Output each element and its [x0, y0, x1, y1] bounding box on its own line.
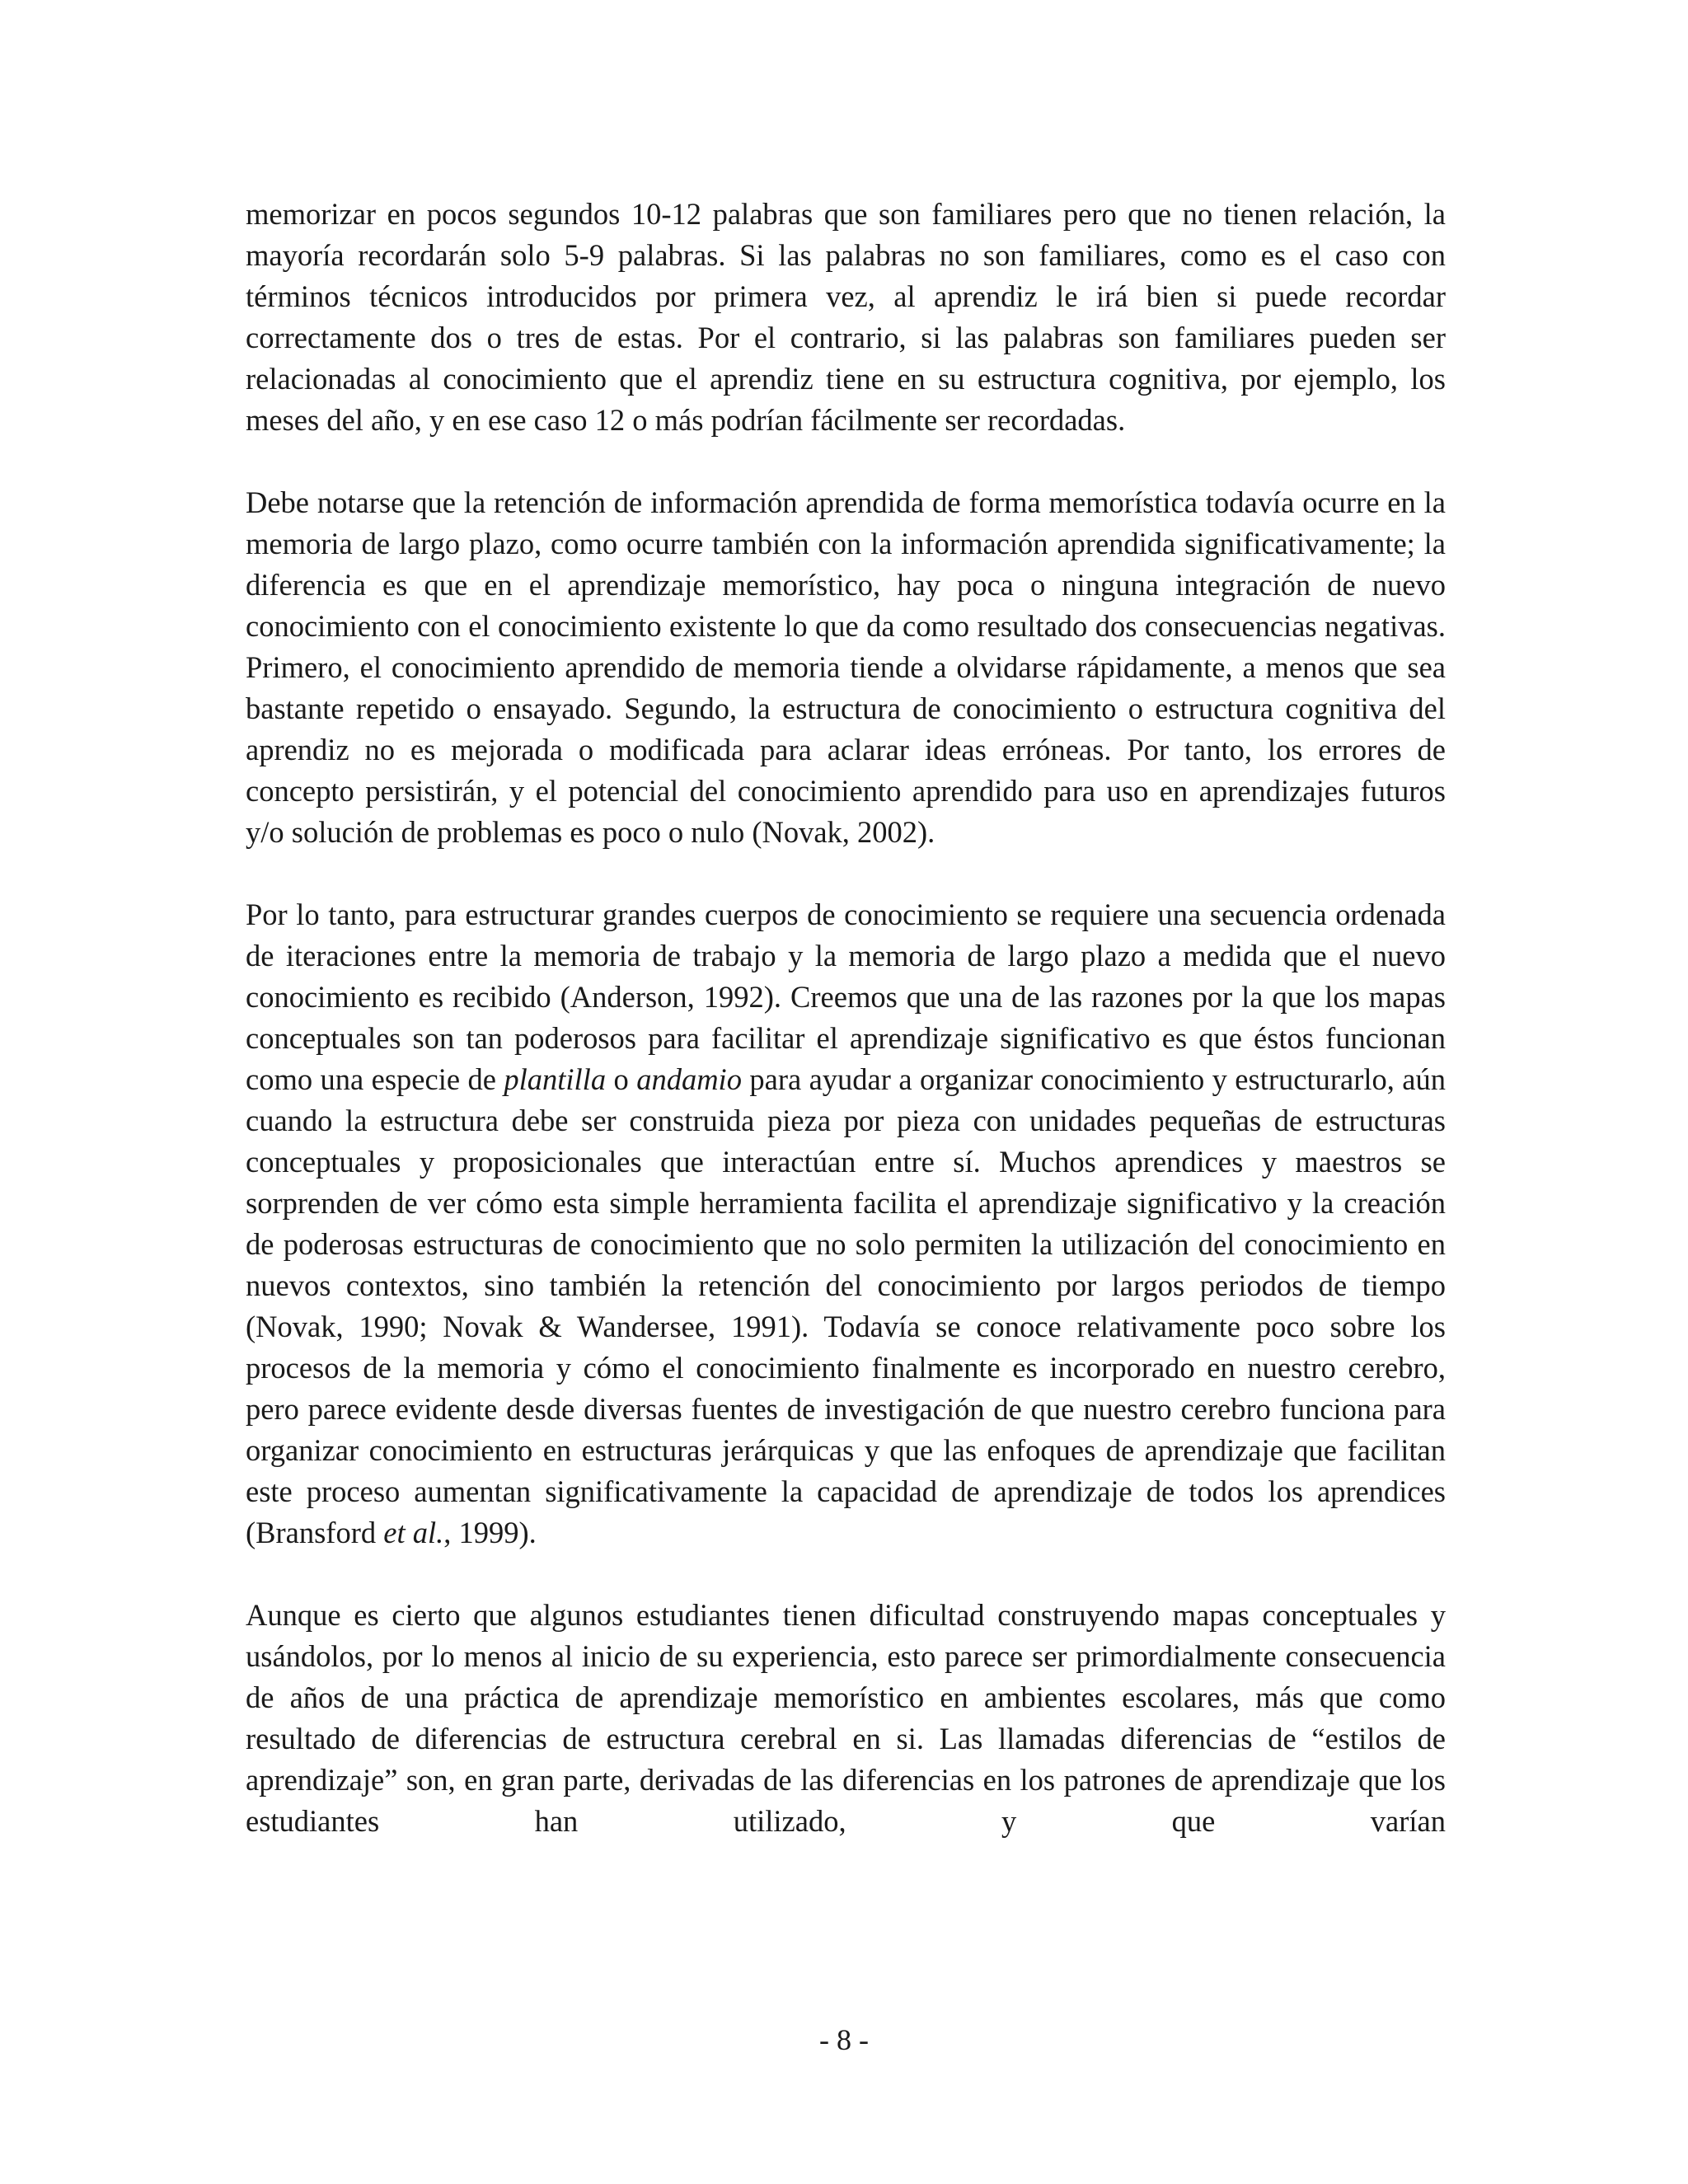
body-text [246, 194, 1446, 1842]
italic-text: et al. [383, 1516, 444, 1549]
text-run: , 1999). [443, 1516, 537, 1549]
paragraph [246, 1595, 1446, 1842]
text-run: Debe notarse que la retención de información aprendida de forma memorística todavía ocurre en la memoria de largo plazo, como ocurre también con la información aprendida significativamente; la diferencia es que en el aprendizaje memorístico, hay poca o ninguna integración de nuevo conocimiento con el conocimiento existente lo que da como resultado dos consecuencias negativas. Primero, el conocimiento aprendido de memoria tiende a olvidarse rápidamente, a menos que sea bastante repetido o ensayado. Segundo, la estructura de conocimiento o estructura cognitiva del aprendiz no es mejorada o modificada para aclarar ideas erróneas. Por tanto, los errores de concepto persistirán, y el potencial del conocimiento aprendido para uso en aprendizajes futuros y/o solución de problemas es poco o nulo (Novak, 2002). [246, 485, 1446, 849]
text-run: memorizar en pocos segundos 10-12 palabras que son familiares pero que no tienen relación, la mayoría recordarán solo 5-9 palabras. Si las palabras no son familiares, como es el caso con términos técnicos introducidos por primera vez, al aprendiz le irá bien si puede recordar correctamente dos o tres de estas. Por el contrario, si las palabras son familiares pueden ser relacionadas al conocimiento que el aprendiz tiene en su estructura cognitiva, por ejemplo, los meses del año, y en ese caso 12 o más podrían fácilmente ser recordadas. [246, 197, 1446, 437]
paragraph [246, 482, 1446, 853]
paragraph [246, 194, 1446, 441]
text-run: Por lo tanto, para estructurar grandes cuerpos de conocimiento se requiere una secuencia ordenada de iteraciones entre la memoria de trabajo y la memoria de largo plazo a medida que el nuevo conocimiento es recibido (Anderson, 1992). Creemos que una de las razones por la que los mapas conceptuales son tan poderosos para facilitar el aprendizaje significativo es que éstos funcionan como una especie de [246, 898, 1446, 1096]
paragraph [246, 894, 1446, 1554]
italic-text: plantilla [504, 1062, 607, 1096]
italic-text: andamio [636, 1062, 742, 1096]
text-run: o [606, 1062, 637, 1096]
page-number: - 8 - [819, 2023, 869, 2056]
text-run: para ayudar a organizar conocimiento y estructurarlo, aún cuando la estructura debe ser construida pieza por pieza con unidades pequeñas de estructuras conceptuales y proposicionales que interactúan entre sí. Muchos aprendices y maestros se sorprenden de ver cómo esta simple herramienta facilita el aprendizaje significativo y la creación de poderosas estructuras de conocimiento que no solo permiten la utilización del conocimiento en nuevos contextos, sino también la retención del conocimiento por largos periodos de tiempo (Novak, 1990; Novak & Wandersee, 1991). Todavía se conoce relativamente poco sobre los procesos de la memoria y cómo el conocimiento finalmente es incorporado en nuestro cerebro, pero parece evidente desde diversas fuentes de investigación de que nuestro cerebro funciona para organizar conocimiento en estructuras jerárquicas y que las enfoques de aprendizaje que facilitan este proceso aumentan significativamente la capacidad de aprendizaje de todos los aprendices (Bransford [246, 1062, 1447, 1549]
text-run: Aunque es cierto que algunos estudiantes tienen dificultad construyendo mapas conceptuales y usándolos, por lo menos al inicio de su experiencia, esto parece ser primordialmente consecuencia de años de una práctica de aprendizaje memorístico en ambientes escolares, más que como resultado de diferencias de estructura cerebral en si. Las llamadas diferencias de “estilos de aprendizaje” son, en gran parte, derivadas de las diferencias en los patrones de aprendizaje que los estudiantes han utilizado, y que varían [246, 1598, 1446, 1838]
